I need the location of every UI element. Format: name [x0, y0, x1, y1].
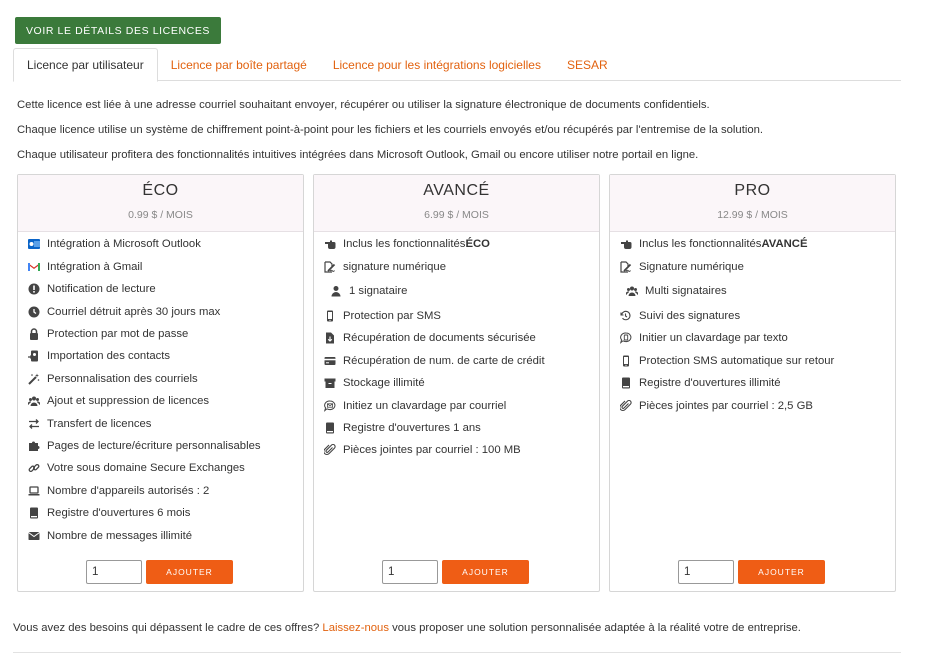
envelope-icon [26, 529, 42, 543]
plan-feature [322, 354, 545, 368]
plan-feature [322, 399, 506, 413]
feature-text: Ajout et suppression de licences [47, 395, 210, 407]
plan-feature [618, 260, 744, 274]
signature-history-icon [618, 309, 634, 323]
plan-feature [322, 421, 481, 435]
custom-solution-note [13, 622, 801, 634]
feature-text: Importation des contacts [47, 350, 171, 362]
exclamation-circle-icon [26, 282, 42, 296]
hand-pointer-icon [618, 237, 634, 251]
add-to-cart-button[interactable]: AJOUTER [442, 560, 529, 584]
feature-text: Protection par SMS [343, 310, 441, 322]
magic-wand-icon [26, 372, 42, 386]
feature-text: Intégration à Microsoft Outlook [47, 238, 201, 250]
plan-feature [624, 284, 727, 298]
plan-feature [26, 327, 188, 341]
feature-text: Suivi des signatures [639, 310, 741, 322]
plan-feature [322, 331, 536, 345]
hand-pointer-icon [322, 237, 338, 251]
paperclip-icon [618, 399, 634, 413]
plan-name: PRO [734, 182, 771, 199]
feature-text: Pièces jointes par courriel : 100 MB [343, 444, 521, 456]
plan-price: 12.99 $ / MOIS [717, 209, 788, 221]
plan-feature [26, 484, 209, 498]
signature-icon [618, 260, 634, 274]
quantity-input[interactable] [678, 560, 734, 584]
plan-card-avance [313, 174, 600, 592]
feature-included-plan: AVANCÉ [761, 238, 808, 250]
feature-text: Inclus les fonctionnalités [343, 238, 466, 250]
feature-text: 1 signataire [349, 285, 408, 297]
laptop-icon [26, 484, 42, 498]
feature-text: Protection par mot de passe [47, 328, 189, 340]
plan-feature [26, 461, 245, 475]
plan-feature [26, 237, 201, 251]
feature-text: Notification de lecture [47, 283, 156, 295]
book-icon [26, 506, 42, 520]
plan-name: ÉCO [142, 182, 179, 199]
plan-name: AVANCÉ [423, 182, 490, 199]
add-to-cart-button[interactable]: AJOUTER [146, 560, 233, 584]
sms-chat-icon [618, 331, 634, 345]
plan-feature [328, 284, 407, 298]
puzzle-icon [26, 439, 42, 453]
feature-text: Registre d'ouvertures 6 mois [47, 507, 191, 519]
tab-sesar[interactable]: SESAR [566, 57, 608, 72]
view-license-details-button[interactable]: VOIR LE DÉTAILS DES LICENCES [15, 17, 221, 44]
footer-text: vous proposer une solution personnalisée adaptée à la réalité votre de entreprise. [388, 622, 801, 634]
gmail-icon [26, 260, 42, 274]
paperclip-icon [322, 443, 338, 457]
add-to-cart-button[interactable]: AJOUTER [738, 560, 825, 584]
feature-text: Nombre d'appareils autorisés : 2 [47, 485, 210, 497]
exchange-arrows-icon [26, 417, 42, 431]
feature-text: Transfert de licences [47, 418, 152, 430]
plan-feature [322, 443, 521, 457]
book-icon [322, 421, 338, 435]
plan-feature [618, 309, 740, 323]
users-icon [26, 394, 42, 408]
lock-icon [26, 327, 42, 341]
plan-feature [618, 237, 807, 251]
quantity-input[interactable] [382, 560, 438, 584]
credit-card-icon [322, 354, 338, 368]
quantity-input[interactable] [86, 560, 142, 584]
license-tabs [13, 48, 901, 81]
feature-text: Pages de lecture/écriture personnalisables [47, 440, 261, 452]
plan-header [610, 175, 895, 232]
plan-feature [26, 506, 190, 520]
feature-text: Stockage illimité [343, 377, 425, 389]
file-download-icon [322, 331, 338, 345]
feature-text: Multi signataires [645, 285, 727, 297]
tab-shared-mailbox-license[interactable]: Licence par boîte partagé [170, 57, 307, 72]
feature-text: Initiez un clavardage par courriel [343, 400, 507, 412]
plan-feature [26, 349, 170, 363]
plan-feature [26, 305, 220, 319]
plan-feature [322, 309, 441, 323]
feature-text: Inclus les fonctionnalités [639, 238, 762, 250]
intro-paragraph: Chaque utilisateur profitera des fonctionnalités intuitives intégrées dans Microsoft Outlook, Gmail ou encore utiliser notre portail en ligne. [17, 149, 699, 161]
plan-feature [26, 372, 198, 386]
plan-feature [322, 260, 446, 274]
plan-card-eco [17, 174, 304, 592]
feature-text: Récupération de num. de carte de crédit [343, 355, 545, 367]
user-icon [328, 284, 344, 298]
feature-text: Pièces jointes par courriel : 2,5 GB [639, 400, 813, 412]
footer-divider [13, 652, 901, 653]
feature-text: Votre sous domaine Secure Exchanges [47, 462, 245, 474]
feature-text: Registre d'ouvertures illimité [639, 377, 781, 389]
plan-feature [26, 529, 192, 543]
users-icon [624, 284, 640, 298]
plan-feature [618, 399, 813, 413]
plan-feature [618, 354, 834, 368]
plan-card-pro [609, 174, 896, 592]
feature-text: Initier un clavardage par texto [639, 332, 788, 344]
plan-price: 6.99 $ / MOIS [424, 209, 489, 221]
feature-text: Nombre de messages illimité [47, 530, 193, 542]
plan-feature [322, 376, 425, 390]
signature-icon [322, 260, 338, 274]
footer-text: Vous avez des besoins qui dépassent le cadre de ces offres? [13, 622, 323, 634]
plan-feature [26, 282, 156, 296]
feature-included-plan: ÉCO [465, 238, 490, 250]
feature-text: Intégration à Gmail [47, 261, 143, 273]
contact-us-link[interactable]: Laissez-nous [322, 622, 389, 634]
archive-icon [322, 376, 338, 390]
mobile-icon [618, 354, 634, 368]
tab-user-license[interactable]: Licence par utilisateur [13, 48, 158, 82]
mobile-icon [322, 309, 338, 323]
plan-feature [322, 237, 490, 251]
plan-header [18, 175, 303, 232]
feature-text: Protection SMS automatique sur retour [639, 355, 835, 367]
plan-feature [26, 417, 151, 431]
plan-header [314, 175, 599, 232]
plan-feature [26, 394, 209, 408]
feature-text: Récupération de documents sécurisée [343, 332, 536, 344]
feature-text: Signature numérique [639, 261, 744, 273]
feature-text: Courriel détruit après 30 jours max [47, 306, 221, 318]
book-icon [618, 376, 634, 390]
tab-software-integration-license[interactable]: Licence pour les intégrations logicielles [332, 57, 541, 72]
feature-text: signature numérique [343, 261, 446, 273]
feature-text: Registre d'ouvertures 1 ans [343, 422, 481, 434]
feature-text: Personnalisation des courriels [47, 373, 198, 385]
email-chat-icon [322, 399, 338, 413]
plan-feature [618, 376, 781, 390]
outlook-icon [26, 237, 42, 251]
intro-paragraph: Chaque licence utilise un système de chiffrement point-à-point pour les fichiers et les courriels envoyés et/ou récupérés par l'entremise de la solution. [17, 124, 764, 136]
intro-paragraph: Cette licence est liée à une adresse courriel souhaitant envoyer, récupérer ou utiliser la signature électronique de documents confidentiels. [17, 99, 710, 111]
clock-icon [26, 305, 42, 319]
contacts-import-icon [26, 349, 42, 363]
plan-feature [26, 260, 142, 274]
plan-feature [618, 331, 788, 345]
plan-feature [26, 439, 261, 453]
plan-price: 0.99 $ / MOIS [128, 209, 193, 221]
link-icon [26, 461, 42, 475]
